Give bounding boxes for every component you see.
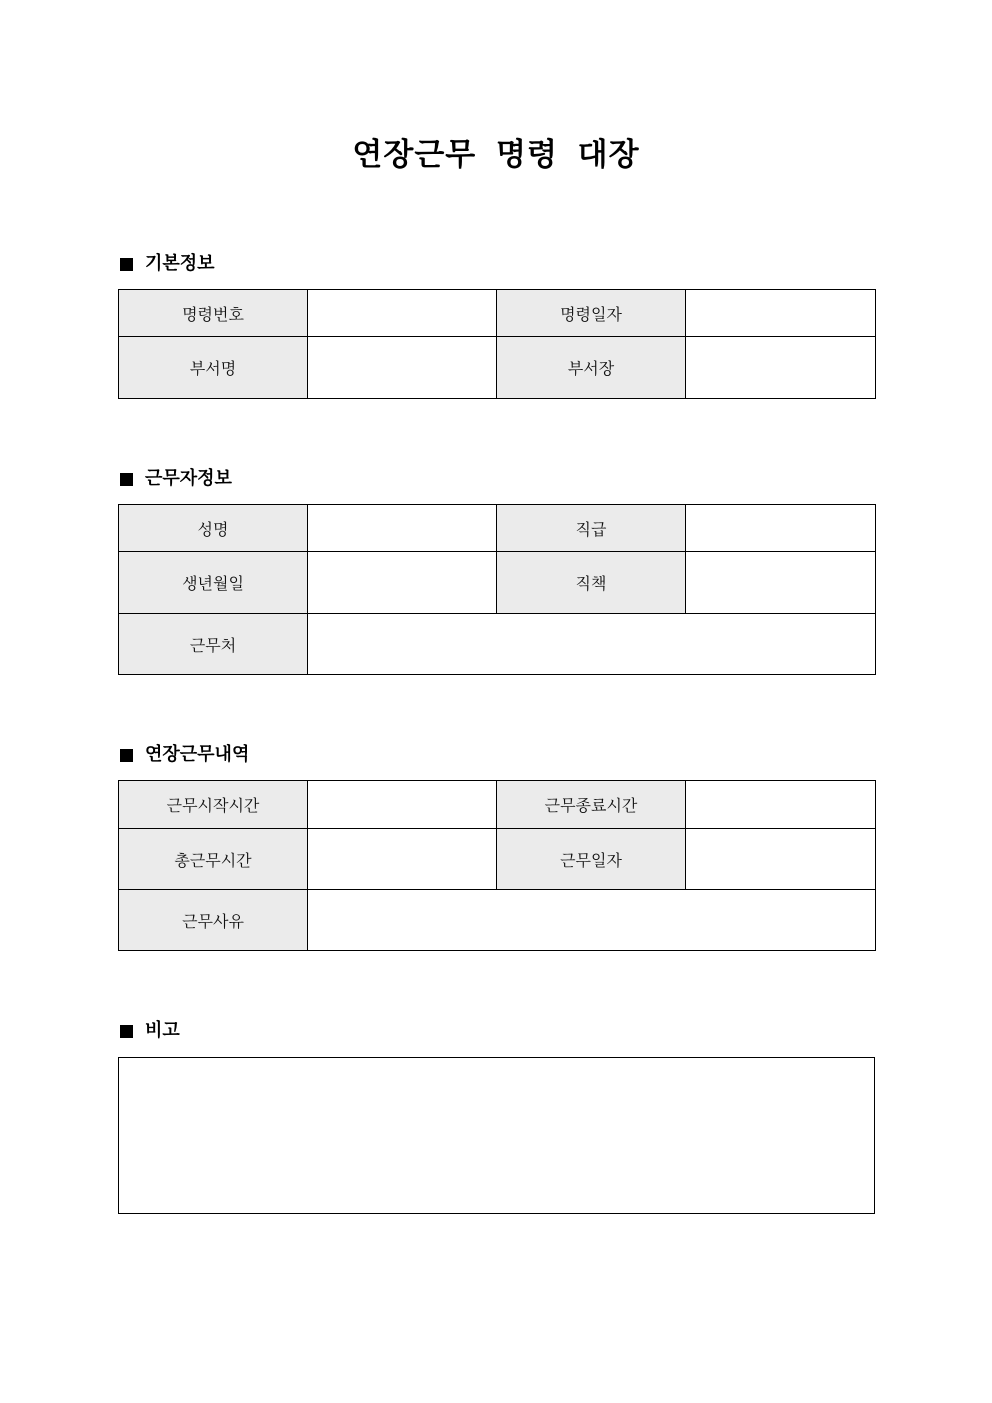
department-field[interactable] [308,337,497,399]
overtime-details-heading [118,743,249,767]
position-field[interactable] [686,552,876,614]
table-row [119,829,876,890]
reason-label: 근무사유 [119,890,308,951]
table-row [119,552,876,614]
department-head-label: 부서장 [497,337,686,399]
workplace-field[interactable] [308,614,876,675]
remarks-heading [118,1019,180,1043]
square-bullet-icon [120,473,133,486]
order-number-label: 명령번호 [119,290,308,337]
order-date-label: 명령일자 [497,290,686,337]
square-bullet-icon [120,1025,133,1038]
basic-info-table [118,289,876,399]
basic-info-heading-label: 기본정보 [145,253,215,274]
grade-field[interactable] [686,505,876,552]
table-row [119,890,876,951]
work-date-field[interactable] [686,829,876,890]
worker-info-heading [118,467,232,491]
square-bullet-icon [120,258,133,271]
worker-info-table [118,504,876,675]
table-row [119,614,876,675]
document-title: 연장근무 명령 대장 [352,137,640,173]
order-date-field[interactable] [686,290,876,337]
table-row [119,290,876,337]
total-hours-field[interactable] [308,829,497,890]
remarks-heading-label: 비고 [145,1020,180,1041]
birth-date-label: 생년월일 [119,552,308,614]
table-row [119,337,876,399]
birth-date-field[interactable] [308,552,497,614]
department-head-field[interactable] [686,337,876,399]
name-field[interactable] [308,505,497,552]
start-time-field[interactable] [308,781,497,829]
square-bullet-icon [120,749,133,762]
reason-field[interactable] [308,890,876,951]
department-label: 부서명 [119,337,308,399]
grade-label: 직급 [497,505,686,552]
end-time-label: 근무종료시간 [497,781,686,829]
table-row [119,781,876,829]
overtime-details-heading-label: 연장근무내역 [145,744,250,765]
basic-info-heading [118,252,215,276]
table-row [119,505,876,552]
name-label: 성명 [119,505,308,552]
position-label: 직책 [497,552,686,614]
end-time-field[interactable] [686,781,876,829]
start-time-label: 근무시작시간 [119,781,308,829]
order-number-field[interactable] [308,290,497,337]
remarks-field[interactable] [118,1057,875,1214]
work-date-label: 근무일자 [497,829,686,890]
total-hours-label: 총근무시간 [119,829,308,890]
overtime-details-table [118,780,876,951]
workplace-label: 근무처 [119,614,308,675]
worker-info-heading-label: 근무자정보 [145,468,232,489]
